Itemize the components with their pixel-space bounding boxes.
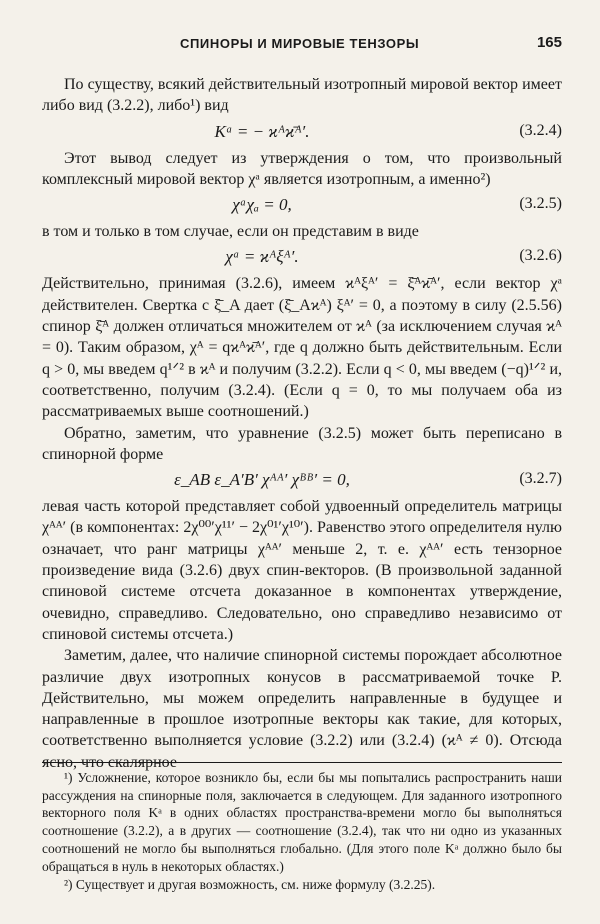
- formula-3-2-4: [42, 117, 562, 148]
- paragraph-6: левая часть которой представляет собой удвоенный определитель матрицы χᴬᴬ′ (в компонентах: 2χ⁰⁰′χ¹¹′ − 2χ⁰¹′χ¹⁰′). Равенство этого определителя нулю означает, что ранг матрицы χᴬᴬ′ меньше 2, т. е. χᴬᴬ′ есть тензорное произведение вида (3.2.6) двух спин-векторов. (В произвольной заданной спиновой системе отсчета доказанное в компонентах утверждение, очевидно, справедливо. Следовательно, оно справедливо независимо от спиновой системы отсчета.): [42, 498, 562, 643]
- formula-3-2-5: [42, 190, 562, 221]
- formula-number: (3.2.4): [519, 121, 562, 139]
- running-title: СПИНОРЫ И МИРОВЫЕ ТЕНЗОРЫ: [180, 36, 420, 51]
- paragraph-4: Действительно, принимая (3.2.6), имеем ϰᴬξᴬ′ = ξ̄ᴬϰ̄ᴬ′, если вектор χᵃ действителен. Свертка с ξ̄_A дает (ξ̄_Aϰᴬ) ξᴬ′ = 0, а поэтому в силу (2.5.56) спинор ξ̄ᴬ должен отличаться множителем от ϰᴬ (за исключением случая ϰᴬ = 0). Таким образом, χᴬ = qϰᴬϰ̄ᴬ′, где q должно быть действительным. Если q > 0, мы введем q¹ᐟ² в ϰᴬ и получим (3.2.2). Если q < 0, мы введем (−q)¹ᐟ² и, соответственно, получим (3.2.4). (Если q = 0, то мы получаем оба из рассматриваемых выше соотношений.): [42, 275, 562, 421]
- footnotes: [42, 762, 562, 894]
- footnote-2: ²) Существует и другая возможность, см. ниже формулу (3.2.25).: [64, 877, 436, 893]
- formula-expression: ε_AB ε_A′B′ χᴬᴬ′ χᴮᴮ′ = 0,: [174, 470, 350, 490]
- paragraph-2: Этот вывод следует из утверждения о том, что произвольный комплексный мировой вектор χᵃ является изотропным, а именно²): [42, 149, 562, 188]
- footnote-1: ¹) Усложнение, которое возникло бы, если бы мы попытались распространить наши рассуждения на спинорные поля, заключается в следующем. Для заданного изотропного векторного поля Kᵃ в одних областях пространства-времени могло бы выполняться соотношение (3.2.2), а в других — соотношение (3.2.4), так что ни одно из указанных соотношений не могло бы выполняться глобально. (Для этого поле Kᵃ должно было бы обращаться в нуль в некоторых областях.): [42, 770, 562, 874]
- formula-3-2-6: [42, 242, 562, 273]
- main-text: [42, 74, 562, 773]
- formula-3-2-7: [42, 465, 562, 496]
- paragraph-1: По существу, всякий действительный изотропный мировой вектор имеет либо вид (3.2.2), либо¹) вид: [42, 76, 562, 115]
- formula-number: (3.2.5): [519, 195, 562, 213]
- formula-number: (3.2.7): [519, 470, 562, 488]
- paragraph-7: Заметим, далее, что наличие спинорной системы порождает абсолютное различие двух изотропных конусов в рассматриваемой точке P. Действительно, мы можем определить направленные в будущее и направленные в прошлое изотропные векторы как такие, для которых, соответственно выполняется условие (3.2.2) или (3.2.4) (ϰᴬ ≠ 0). Отсюда ясно, что скалярное: [42, 647, 562, 771]
- formula-number: (3.2.6): [519, 247, 562, 265]
- paragraph-5: Обратно, заметим, что уравнение (3.2.5) может быть переписано в спинорной форме: [42, 424, 562, 463]
- page-number: 165: [536, 34, 562, 51]
- formula-expression: Kᵃ = − ϰᴬϰ̄ᴬ′.: [214, 121, 310, 141]
- paragraph-3: в том и только в том случае, если он представим в виде: [42, 223, 419, 241]
- formula-expression: χᵃ = ϰᴬξᴬ′.: [225, 247, 299, 267]
- formula-expression: χᵃχₐ = 0,: [232, 195, 292, 215]
- page-header: [0, 30, 600, 54]
